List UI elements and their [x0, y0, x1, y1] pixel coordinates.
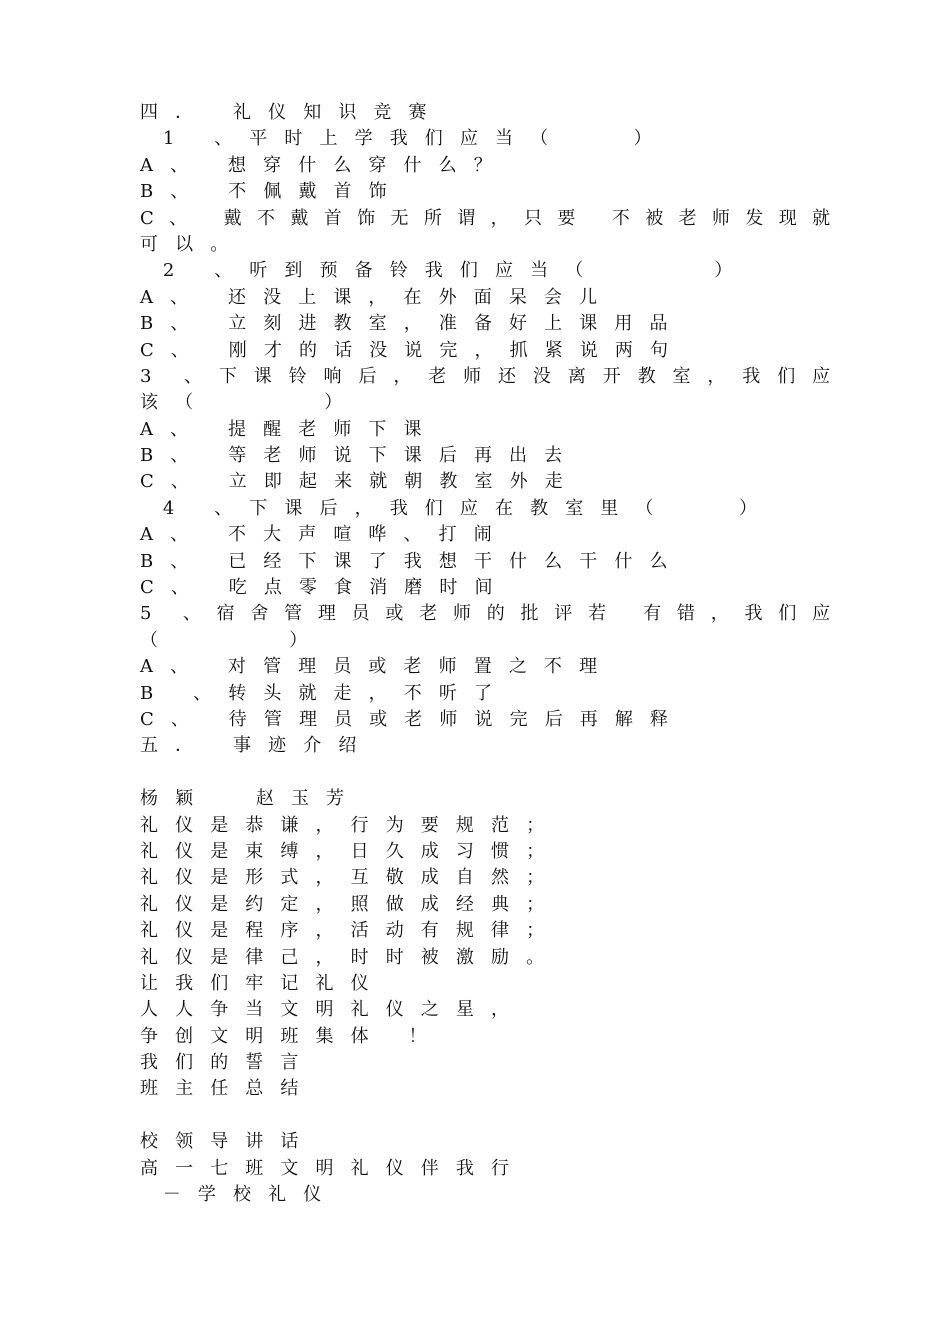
event-subtitle: －学校礼仪 — [140, 1184, 339, 1206]
question-1: 1 、平时上学我们应当（ ） — [140, 128, 669, 150]
question-5-continued: （ ） — [140, 629, 325, 651]
question-2-option-c: C、 刚才的话没说完，抓紧说两句 — [140, 339, 686, 361]
event-title: 高一七班文明礼仪伴我行 — [140, 1157, 527, 1179]
presenter-names: 杨颖 赵玉芳 — [140, 788, 362, 810]
question-3-option-b: B、 等老师说下课后再出去 — [140, 445, 580, 467]
question-4: 4 、下课后，我们应在教室里（ ） — [140, 497, 775, 519]
question-4-option-a: A、 不大声喧哗、打闹 — [140, 524, 509, 546]
question-3-continued: 该（ ） — [140, 392, 360, 414]
question-4-option-b: B、 已经下课了我想干什么干什么 — [140, 550, 685, 572]
slogan-line-3: 争创文明班集体 ！ — [140, 1025, 444, 1047]
section-heading-stories: 五． 事迹介绍 — [140, 735, 374, 757]
poem-line-1: 礼仪是恭谦，行为要规范； — [140, 814, 562, 836]
slogan-line-1: 让我们牢记礼仪 — [140, 972, 386, 994]
teacher-summary: 班主任总结 — [140, 1078, 316, 1100]
blank-line — [140, 760, 840, 786]
question-1-option-b: B、 不佩戴首饰 — [140, 181, 404, 203]
poem-line-2: 礼仪是束缚，日久成习惯； — [140, 840, 562, 862]
document-page — [140, 100, 840, 1208]
question-1-option-c: C、 戴不戴首饰无所谓，只要 不被老师发现就 — [140, 207, 840, 229]
question-1-option-a: A、 想穿什么穿什么？ — [140, 154, 509, 176]
question-3: 3 、下课铃响后，老师还没离开教室，我们应 — [140, 365, 840, 387]
question-5-option-b: B 、转头就走，不听了 — [140, 682, 510, 704]
question-4-option-c: C、 吃点零食消磨时间 — [140, 577, 510, 599]
poem-line-6: 礼仪是律己，时时被激励。 — [140, 946, 562, 968]
blank-line — [140, 1103, 840, 1129]
question-5-option-c: C、 待管理员或老师说完后再解释 — [140, 708, 686, 730]
question-2-option-b: B、 立刻进教室，准备好上课用品 — [140, 313, 685, 335]
question-5: 5 、宿舍管理员或老师的批评若 有错，我们应 — [140, 603, 840, 625]
question-3-option-c: C、 立即起来就朝教室外走 — [140, 471, 580, 493]
slogan-line-2: 人人争当文明礼仪之星， — [140, 999, 527, 1021]
poem-line-3: 礼仪是形式，互敬成自然； — [140, 867, 562, 889]
question-5-option-a: A、 对管理员或老师置之不理 — [140, 656, 615, 678]
poem-line-5: 礼仪是程序，活动有规律； — [140, 920, 562, 942]
question-1-option-c-continued: 可以。 — [140, 233, 246, 255]
question-2-option-a: A、 还没上课，在外面呆会儿 — [140, 286, 615, 308]
oath-heading: 我们的誓言 — [140, 1052, 316, 1074]
poem-line-4: 礼仪是约定，照做成经典； — [140, 893, 562, 915]
question-2: 2 、听到预备铃我们应当（ ） — [140, 260, 750, 282]
leader-speech: 校领导讲话 — [140, 1131, 316, 1153]
question-3-option-a: A、 提醒老师下课 — [140, 418, 439, 440]
section-heading-quiz: 四． 礼仪知识竞赛 — [140, 102, 444, 123]
